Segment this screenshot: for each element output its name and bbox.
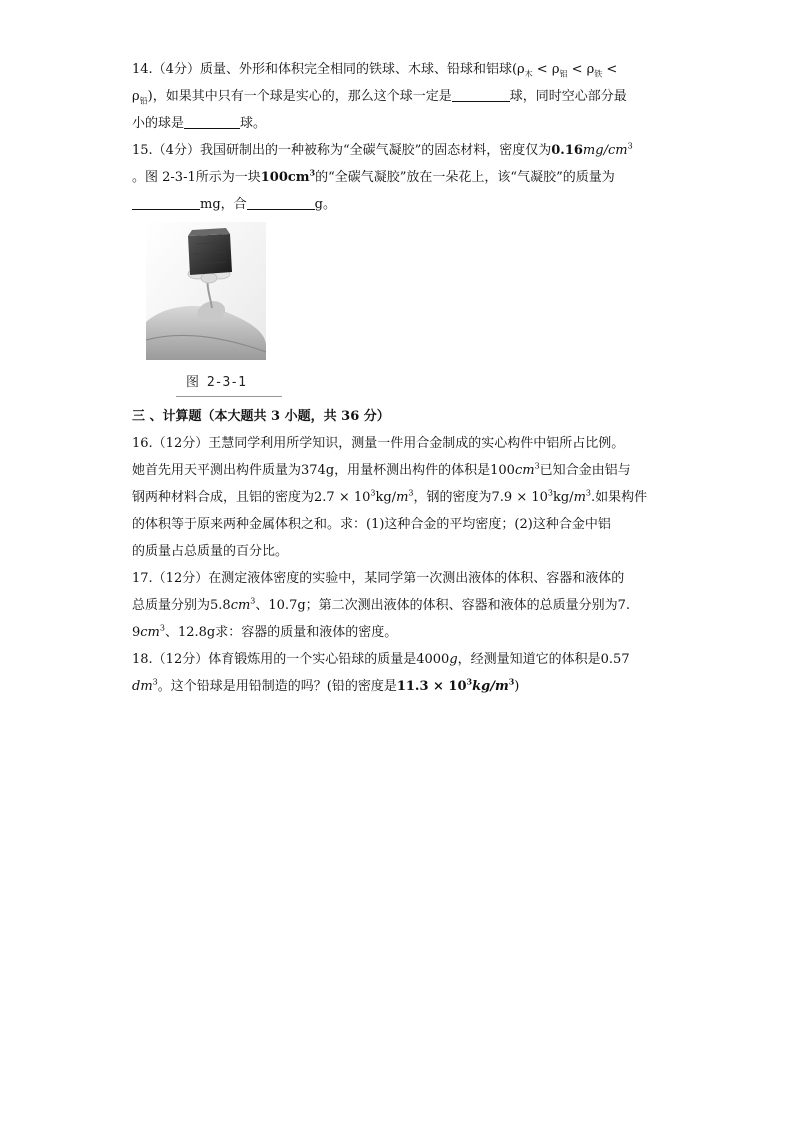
answer-blank[interactable]	[132, 195, 200, 210]
q18-line-2: $dm^3$。这个铅球是用铅制造的吗？(铅的密度是$11.3 \times 10^3kg/m^3$)	[132, 676, 520, 694]
q16-line-1: 16.（12分）王慧同学利用所学知识，测量一件用合金制成的实心构件中铝所占比例。	[132, 436, 625, 451]
q14-line-2: $\rho_铅$)，如果其中只有一个球是实心的，那么这个球一定是 球，同时空心部分最	[132, 89, 627, 106]
q14-text: 14.（4分）质量、外形和体积完全相同的铁球、木球、铅球和铝球(ρ	[132, 62, 525, 77]
q15-line-1: 15.（4分）我国研制出的一种被称为“全碳气凝胶”的固态材料，密度仅为$0.16mg/cm^3$	[132, 141, 633, 158]
figure-caption: 图 2-3-1	[186, 375, 246, 390]
answer-blank[interactable]	[452, 87, 510, 102]
q14-sub-fe: 铁	[594, 69, 603, 79]
q16-line-5: 的质量占总质量的百分比。	[132, 544, 289, 559]
q16-line-4: 的体积等于原来两种金属体积之和。求：(1)这种合金的平均密度；(2)这种合金中铝	[132, 517, 611, 532]
q15-line-2: 。图 2-3-1所示为一块$100cm^3$的“全碳气凝胶”放在一朵花上，该“气凝胶”的质量为	[132, 167, 615, 185]
section-title: 三 、计算题（本大题共 3 小题，共 36 分）	[132, 409, 390, 424]
q14-line-1: 14.（4分）质量、外形和体积完全相同的铁球、木球、铅球和铝球($\rho_木 < \rho_铝 < \rho_铁$ <	[132, 62, 618, 79]
aerogel-on-flower-photo	[146, 222, 266, 360]
answer-blank[interactable]	[247, 195, 315, 210]
q14-sub-al: 铝	[559, 69, 568, 79]
q18-line-1: 18.（12分）体育锻炼用的一个实心铅球的质量是4000g，经测量知道它的体积是0.57	[132, 652, 630, 667]
q16-line-3: 钢两种材料合成，且铝的密度为$2.7 \times 10^3kg/m^3$，钢的密度为$7.9 \times 10^3kg/m^3$.如果构件	[132, 488, 648, 505]
caption-divider	[176, 396, 282, 397]
q14-sub-pb: 铅	[139, 96, 148, 106]
q14-line-3: 小的球是 球。	[132, 116, 267, 131]
q16-line-2: 她首先用天平测出构件质量为374g，用量杯测出构件的体积是$100cm^3$已知合金由铝与	[132, 461, 631, 478]
q17-line-1: 17.（12分）在测定液体密度的实验中，某同学第一次测出液体的体积、容器和液体的	[132, 571, 625, 586]
q14-sub-wood: 木	[524, 69, 533, 79]
q15-line-3: mg，合 g。	[132, 195, 336, 215]
q17-line-2: 总质量分别为$5.8cm^3$、10.7g；第二次测出液体的体积、容器和液体的总质量分别为7.	[132, 596, 631, 613]
q17-line-3: $9cm^3$、12.8g求：容器的质量和液体的密度。	[132, 623, 398, 640]
answer-blank[interactable]	[184, 114, 240, 129]
